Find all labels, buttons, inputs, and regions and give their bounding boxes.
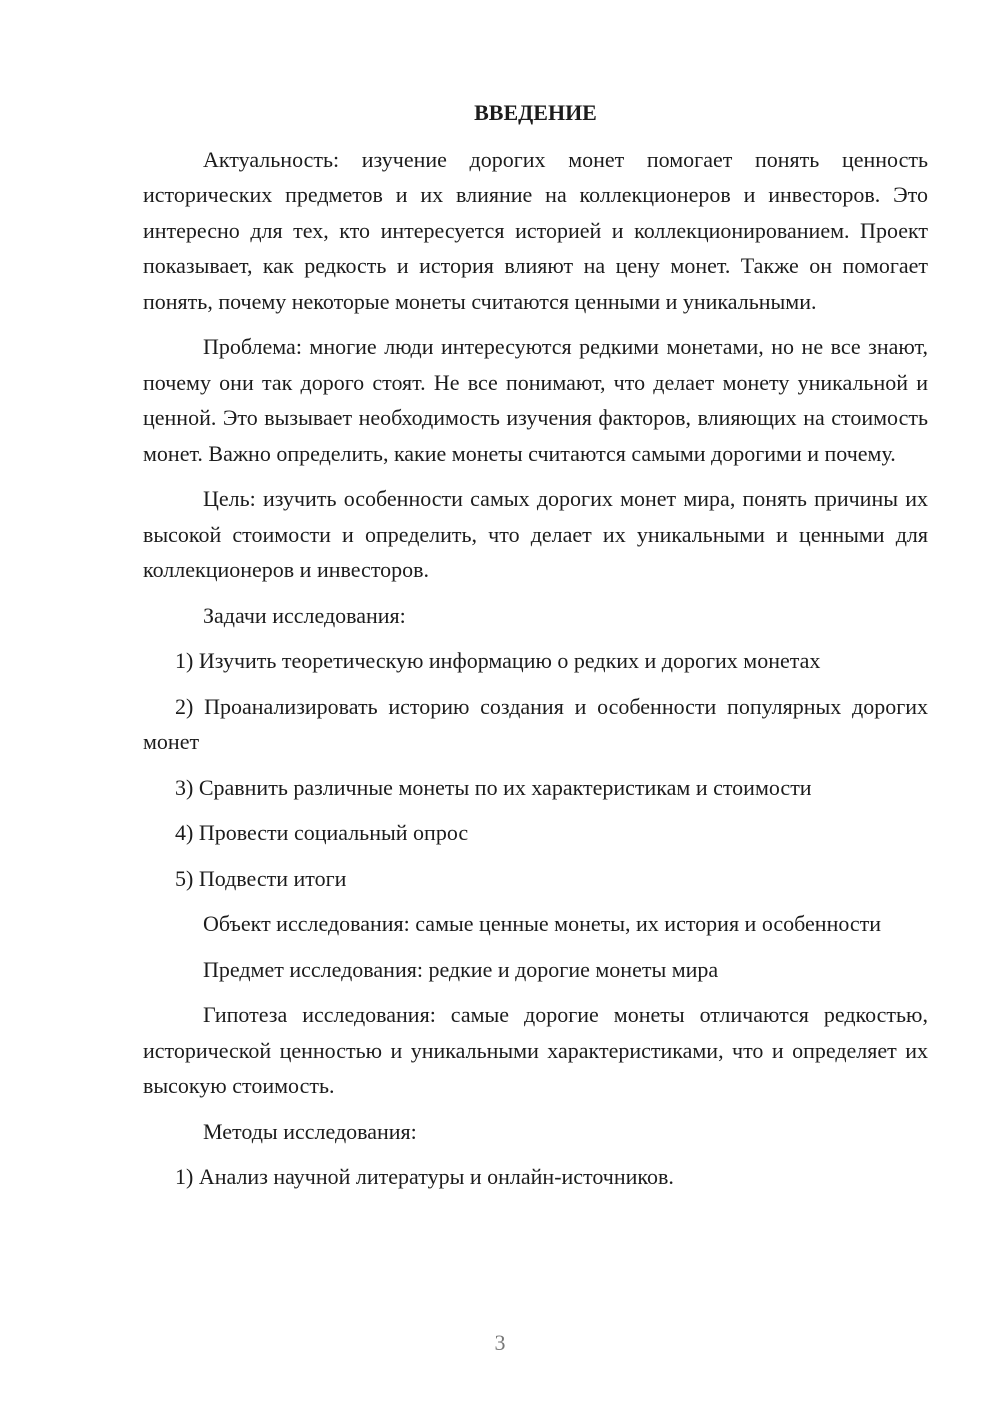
task-item-3: 3) Сравнить различные монеты по их характеристикам и стоимости — [175, 774, 812, 800]
task-item-4: 4) Провести социальный опрос — [175, 820, 469, 845]
section-title: ВВЕДЕНИЕ — [474, 100, 597, 125]
object-paragraph: Объект исследования: самые ценные монеты, их история и особенности — [203, 911, 882, 936]
goal-paragraph: Цель: изучить особенности самых дорогих монет мира, понять причины их высокой стоимости и определить, что делает их уникальными и ценными для коллекционеров и инвесторов. — [143, 486, 928, 582]
subject-paragraph: Предмет исследования: редкие и дорогие монеты мира — [203, 956, 719, 982]
methods-heading: Методы исследования: — [203, 1118, 417, 1144]
tasks-heading: Задачи исследования: — [203, 602, 406, 628]
document-page — [143, 95, 928, 1205]
problem-paragraph: Проблема: многие люди интересуются редкими монетами, но не все знают, почему они так дорого стоят. Не все понимают, что делает монету уникальной и ценной. Это вызывает необходимость изучения факторов, влияющих на стоимость монет. Важно определить, какие монеты считаются самыми дорогими и почему. — [143, 334, 928, 466]
method-item-1: 1) Анализ научной литературы и онлайн-источников. — [175, 1164, 674, 1189]
relevance-paragraph: Актуальность: изучение дорогих монет помогает понять ценность исторических предметов и их влияние на коллекционеров и инвесторов. Это интересно для тех, кто интересуется историей и коллекционированием. Проект показывает, как редкость и история влияют на цену монет. Также он помогает понять, почему некоторые монеты считаются ценными и уникальными. — [143, 146, 928, 314]
page-number: 3 — [494, 1330, 506, 1355]
task-item-5: 5) Подвести итоги — [175, 865, 347, 891]
task-item-1: 1) Изучить теоретическую информацию о редких и дорогих монетах — [175, 648, 821, 673]
task-item-2: 2) Проанализировать историю создания и особенности популярных дорогих монет — [143, 693, 928, 754]
hypothesis-paragraph: Гипотеза исследования: самые дорогие монеты отличаются редкостью, исторической ценностью и уникальными характеристиками, что и определяет их высокую стоимость. — [143, 1002, 928, 1098]
